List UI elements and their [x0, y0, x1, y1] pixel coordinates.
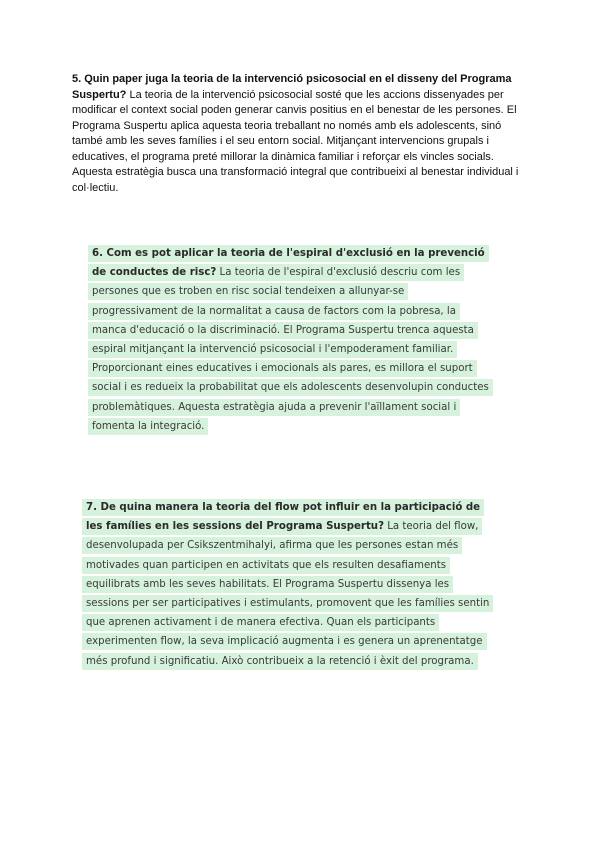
section-7-question: 7. De quina manera la teoria del flow pot influir en la participació de les famílies en les sessions del Programa Suspertu? — [86, 502, 481, 533]
section-5-question: 5. Quin paper juga la teoria de la intervenció psicosocial en el disseny del Programa Suspertu? — [72, 73, 512, 101]
section-5-answer: La teoria de la intervenció psicosocial sosté que les accions dissenyades per modificar el context social poden generar canvis positius en el benestar de les persones. El Programa Suspertu aplica aquesta teoria treballant no només amb els adolescents, sinó també amb les seves famílies i el seu entorn social. Mitjançant intervencions grupals i educatives, el programa preté millorar la dinàmica familiar i reforçar els vincles socials. Aquesta estratègia busca una transformació integral que contribueixi al benestar individual i col·lectiu. — [72, 88, 519, 194]
section-7-highlight — [84, 501, 491, 668]
section-6-highlight — [90, 247, 491, 433]
section-6-answer: La teoria de l'espiral d'exclusió descriu com les persones que es troben en risc social tendeixen a allunyar-se progressivament de la normalitat a causa de factors com la pobresa, la manca d'educació o la discriminació. El Programa Suspertu trenca aquesta espiral mitjançant la intervenció psicosocial i l'empoderament familiar. Proporcionant eines educatives i emocionals als pares, es millora el suport social i es redueix la probabilitat que els adolescents desenvolupin conductes problemàtiques. Aquesta estratègia ajuda a prevenir l'aïllament social i fomenta la integració. — [92, 267, 489, 432]
section-6-paragraph — [90, 244, 490, 436]
section-5-paragraph — [72, 72, 534, 196]
section-7-answer: La teoria del flow, desenvolupada per Csikszentmihalyi, afirma que les persones estan més motivades quan participen en activitats que els resulten desafiaments equilibrats amb les seves habilitats. El Programa Suspertu dissenya les sessions per ser participatives i estimulants, promovent que les famílies sentin que aprenen activament i de manera efectiva. Quan els participants experimenten flow, la seva implicació augmenta i es genera un aprenentatge més profund i significatiu. Això contribueix a la retenció i èxit del programa. — [86, 521, 490, 667]
section-7-paragraph — [84, 498, 494, 671]
section-6-question: 6. Com es pot aplicar la teoria de l'espiral d'exclusió en la prevenció de conductes de risc? — [92, 248, 485, 279]
